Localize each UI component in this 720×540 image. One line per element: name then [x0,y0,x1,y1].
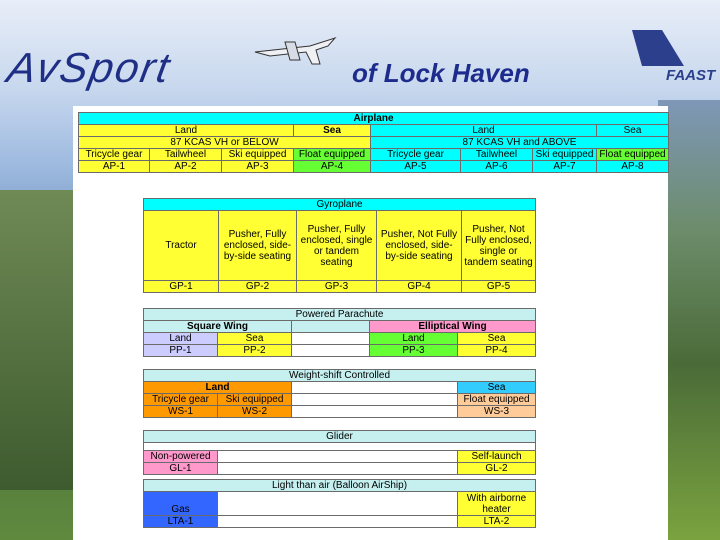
faast-logo [632,30,718,86]
parachute-elliptical-wing: Elliptical Wing [370,321,536,333]
lta-type: With airborne heater [458,492,536,516]
airplane-type: Ski equipped [222,149,294,161]
airplane-sea-low: Sea [294,125,371,137]
airplane-code: AP-1 [79,161,150,173]
gyroplane-table [143,198,536,293]
airplane-type: Tailwheel [150,149,222,161]
glider-code: GL-1 [144,463,218,475]
parachute-code: PP-3 [370,345,458,357]
gyroplane-type: Tractor [144,211,219,281]
airplane-type: Ski equipped [533,149,597,161]
glider-title: Glider [144,431,536,443]
airplane-type: Tricycle gear [371,149,461,161]
gyroplane-type: Pusher, Fully enclosed, single or tandem seating [297,211,377,281]
parachute-label: Land [370,333,458,345]
avsport-logo: AvSport [3,44,175,91]
airplane-table [78,112,669,173]
lta-title: Light than air (Balloon AirShip) [144,480,536,492]
weightshift-title: Weight-shift Controlled [144,370,536,382]
slide-header [0,0,720,100]
gyroplane-code: GP-5 [462,281,536,293]
parachute-label: Sea [458,333,536,345]
gyroplane-type: Pusher, Not Fully enclosed, side-by-side seating [377,211,462,281]
airplane-land-low: Land [79,125,294,137]
parachute-code: PP-1 [144,345,218,357]
glider-code: GL-2 [458,463,536,475]
airplane-sea-high: Sea [597,125,669,137]
airplane-code: AP-7 [533,161,597,173]
parachute-title: Powered Parachute [144,309,536,321]
airplane-code: AP-6 [461,161,533,173]
weightshift-code: WS-1 [144,406,218,418]
lta-type: Gas [144,492,218,516]
gyroplane-type: Pusher, Fully enclosed, side-by-side seating [219,211,297,281]
airplane-kcas-high: 87 KCAS VH and ABOVE [371,137,669,149]
faast-logo-text: FAAST [666,67,716,84]
parachute-table [143,308,536,357]
airplane-code: AP-5 [371,161,461,173]
airplane-kcas-low: 87 KCAS VH or BELOW [79,137,371,149]
weightshift-land: Land [144,382,292,394]
parachute-code: PP-4 [458,345,536,357]
airplane-type: Tailwheel [461,149,533,161]
airplane-code: AP-3 [222,161,294,173]
parachute-label: Land [144,333,218,345]
airplane-code: AP-2 [150,161,222,173]
lta-code: LTA-1 [144,516,218,528]
glider-table [143,430,536,475]
lta-code: LTA-2 [458,516,536,528]
gyroplane-code: GP-2 [219,281,297,293]
weightshift-type: Ski equipped [218,394,292,406]
gyroplane-title: Gyroplane [144,199,536,211]
gyroplane-type: Pusher, Not Fully enclosed, single or tandem seating [462,211,536,281]
parachute-label: Sea [218,333,292,345]
parachute-code: PP-2 [218,345,292,357]
glider-type: Non-powered [144,451,218,463]
airplane-type: Float equipped [294,149,371,161]
airplane-type: Tricycle gear [79,149,150,161]
airplane-type: Float equipped [597,149,669,161]
slide-title: of Lock Haven [352,58,530,88]
weightshift-type: Tricycle gear [144,394,218,406]
airplane-title: Airplane [79,113,669,125]
category-chart [73,106,668,540]
weightshift-code: WS-3 [458,406,536,418]
airplane-icon [250,30,340,70]
gyroplane-code: GP-4 [377,281,462,293]
gyroplane-code: GP-1 [144,281,219,293]
airplane-code: AP-4 [294,161,371,173]
background-hill [0,190,80,490]
lta-table [143,479,536,528]
weightshift-code: WS-2 [218,406,292,418]
weightshift-table [143,369,536,418]
gyroplane-code: GP-3 [297,281,377,293]
airplane-land-high: Land [371,125,597,137]
airplane-code: AP-8 [597,161,669,173]
weightshift-type: Float equipped [458,394,536,406]
parachute-square-wing: Square Wing [144,321,292,333]
weightshift-sea: Sea [458,382,536,394]
glider-type: Self-launch [458,451,536,463]
